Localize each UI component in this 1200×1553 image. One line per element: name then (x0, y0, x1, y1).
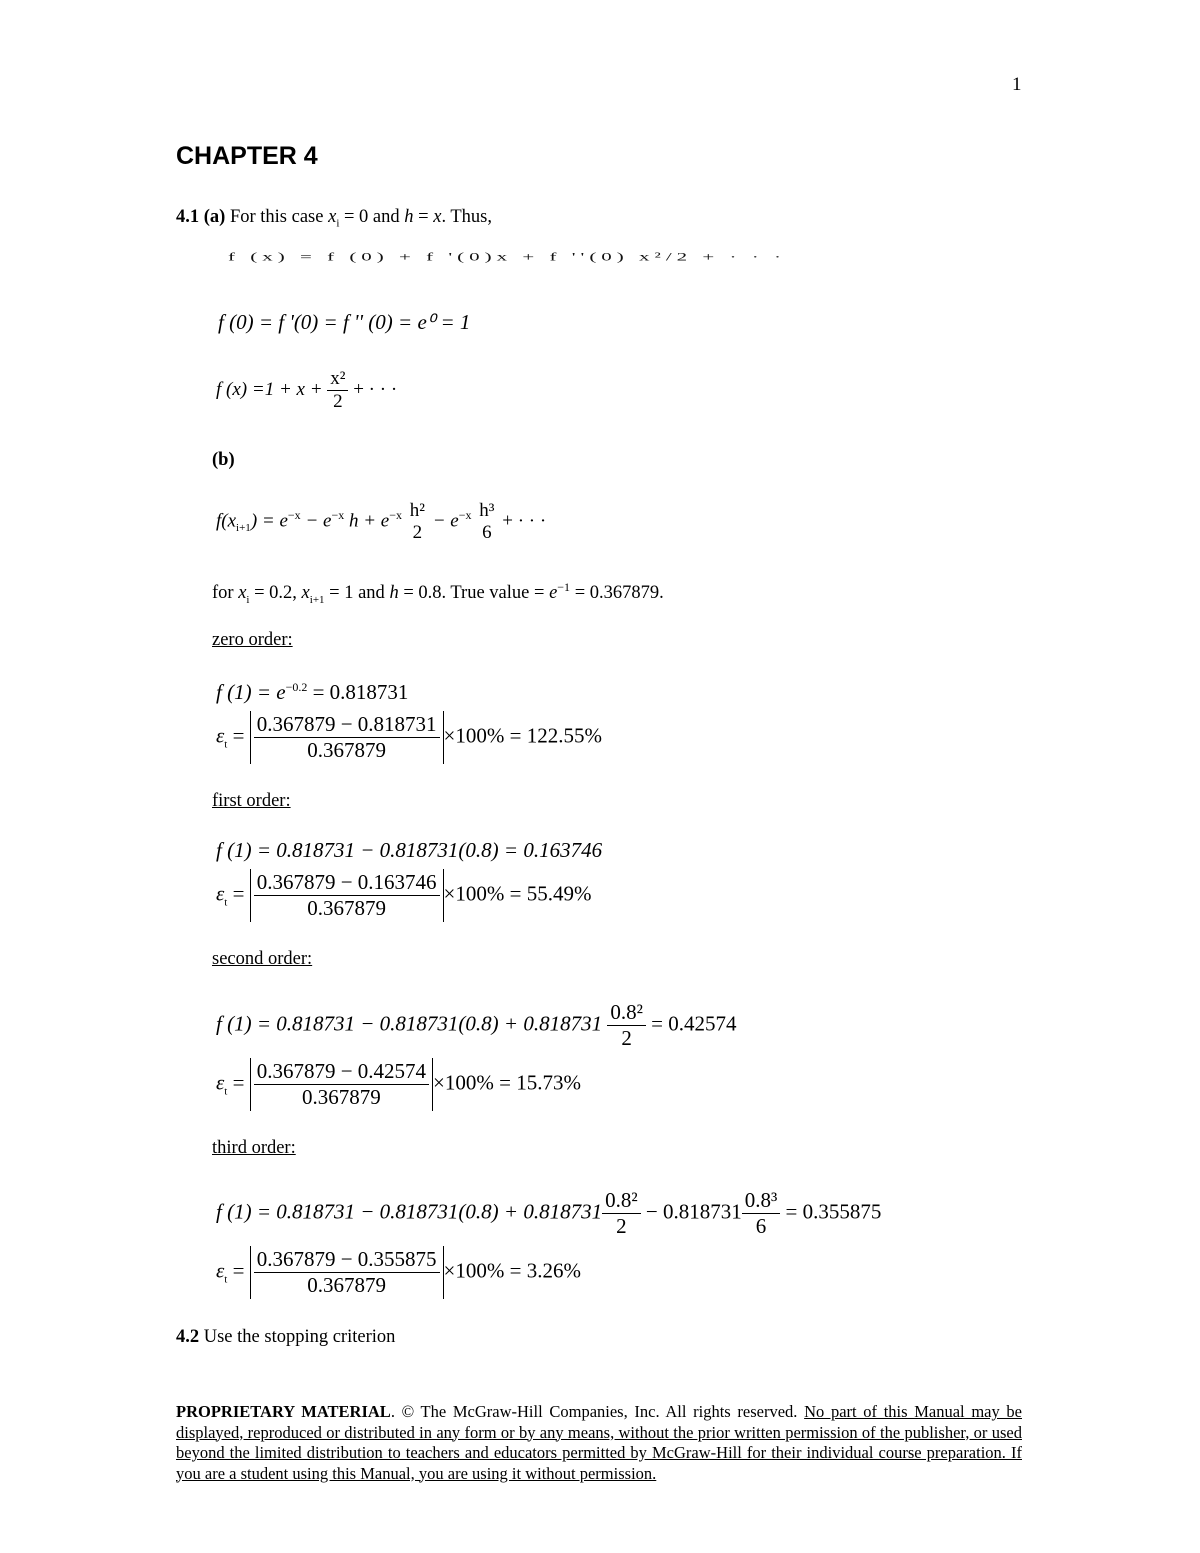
zero-order-label: zero order: (212, 630, 293, 650)
page-number: 1 (1012, 74, 1022, 95)
fraction: h³ 6 (479, 500, 495, 543)
part-a-label: (a) (203, 207, 226, 227)
derivatives-equation: f (0) = f '(0) = f '' (0) = e⁰ = 1 (218, 310, 471, 334)
problem-number: 4.1 (176, 207, 200, 227)
zero-order-equation: f $(1) = e^{-0.2} = 0.818731$ (216, 680, 409, 704)
first-order-error: $\varepsilon_t$ = $\frac{0.367879 - 0.163746}{0.367879}$ ×100% = 55.49% (216, 870, 592, 920)
proprietary-notice: PROPRIETARY MATERIAL. © The McGraw-Hill Companies, Inc. All rights reserved. No part of this Manual may be displayed, reproduced or distributed in any form or by any means, without the prior written permission of the publisher, or used beyond the limited distribution to teachers and educators permitted by McGraw-Hill for their individual course preparation. If you are a student using this Manual, you are using it without permission. (176, 1402, 1022, 1483)
absolute-value: $\frac{0.367879 - 0.818731}{0.367879}$ (250, 711, 444, 764)
problem-number: 4.2 (176, 1327, 200, 1347)
fraction: h² 2 (409, 500, 425, 543)
problem-4-1-intro: 4.1 (a) For this case $x_i = 0$ and h = x. Thus, (176, 207, 492, 230)
third-order-label: third order: (212, 1138, 296, 1158)
first-order-label: first order: (212, 791, 291, 811)
third-order-error: $\varepsilon_t$ = $\frac{0.367879 - 0.355875}{0.367879}$ ×100% = 3.26% (216, 1247, 581, 1297)
absolute-value: $\frac{0.367879 - 0.355875}{0.367879}$ (250, 1246, 444, 1299)
fraction: $\frac{\text{x²}}{2}$ (327, 368, 348, 413)
second-order-label: second order: (212, 949, 313, 969)
absolute-value: $\frac{0.367879 - 0.42574}{0.367879}$ (250, 1058, 433, 1111)
series-result-equation: f (x) =1 + x + $\frac{\text{x²}}{2}$ + · · · (216, 368, 398, 412)
second-order-error: $\varepsilon_t$ = $\frac{0.367879 - 0.42574}{0.367879}$ ×100% = 15.73% (216, 1059, 581, 1109)
chapter-title: CHAPTER 4 (176, 142, 318, 170)
first-order-equation: f (1) = 0.818731 − 0.818731(0.8) = 0.163746 (216, 838, 603, 862)
third-order-equation: f (1) = 0.818731 − 0.818731(0.8) + 0.818731 $\frac{\text{0.8²}}{2}$ − 0.818731 $\frac{\text{0.8³}}{6}$ = 0.355875 (216, 1188, 882, 1238)
given-values-line: for $x_i = 0.2$, $x_{i+1} = 1$ and h = 0.8. True value = $e^{-1} = 0.367879$. (212, 580, 664, 606)
absolute-value: $\frac{0.367879 - 0.163746}{0.367879}$ (250, 869, 444, 922)
taylor-series-equation: f (x) = f (0) + f '(0)x + f ''(0) x²/2 + · · · (228, 250, 787, 264)
second-order-equation: f (1) = 0.818731 − 0.818731(0.8) + 0.818731 $\frac{\text{0.8²}}{2}$ = 0.42574 (216, 1000, 737, 1050)
part-b-label: (b) (212, 450, 235, 470)
part-b-equation: $f(x_{i+1}) = e^{-x} - e^{-x}$ $h + e^{-x}$ h² 2 − $e^{-x}$ h³ 6 + · · · (216, 500, 547, 543)
zero-order-error: $\varepsilon_t$ = $\frac{0.367879 - 0.818731}{0.367879}$ ×100% = 122.55% (216, 712, 602, 762)
problem-4-2: 4.2 Use the stopping criterion (176, 1327, 396, 1347)
